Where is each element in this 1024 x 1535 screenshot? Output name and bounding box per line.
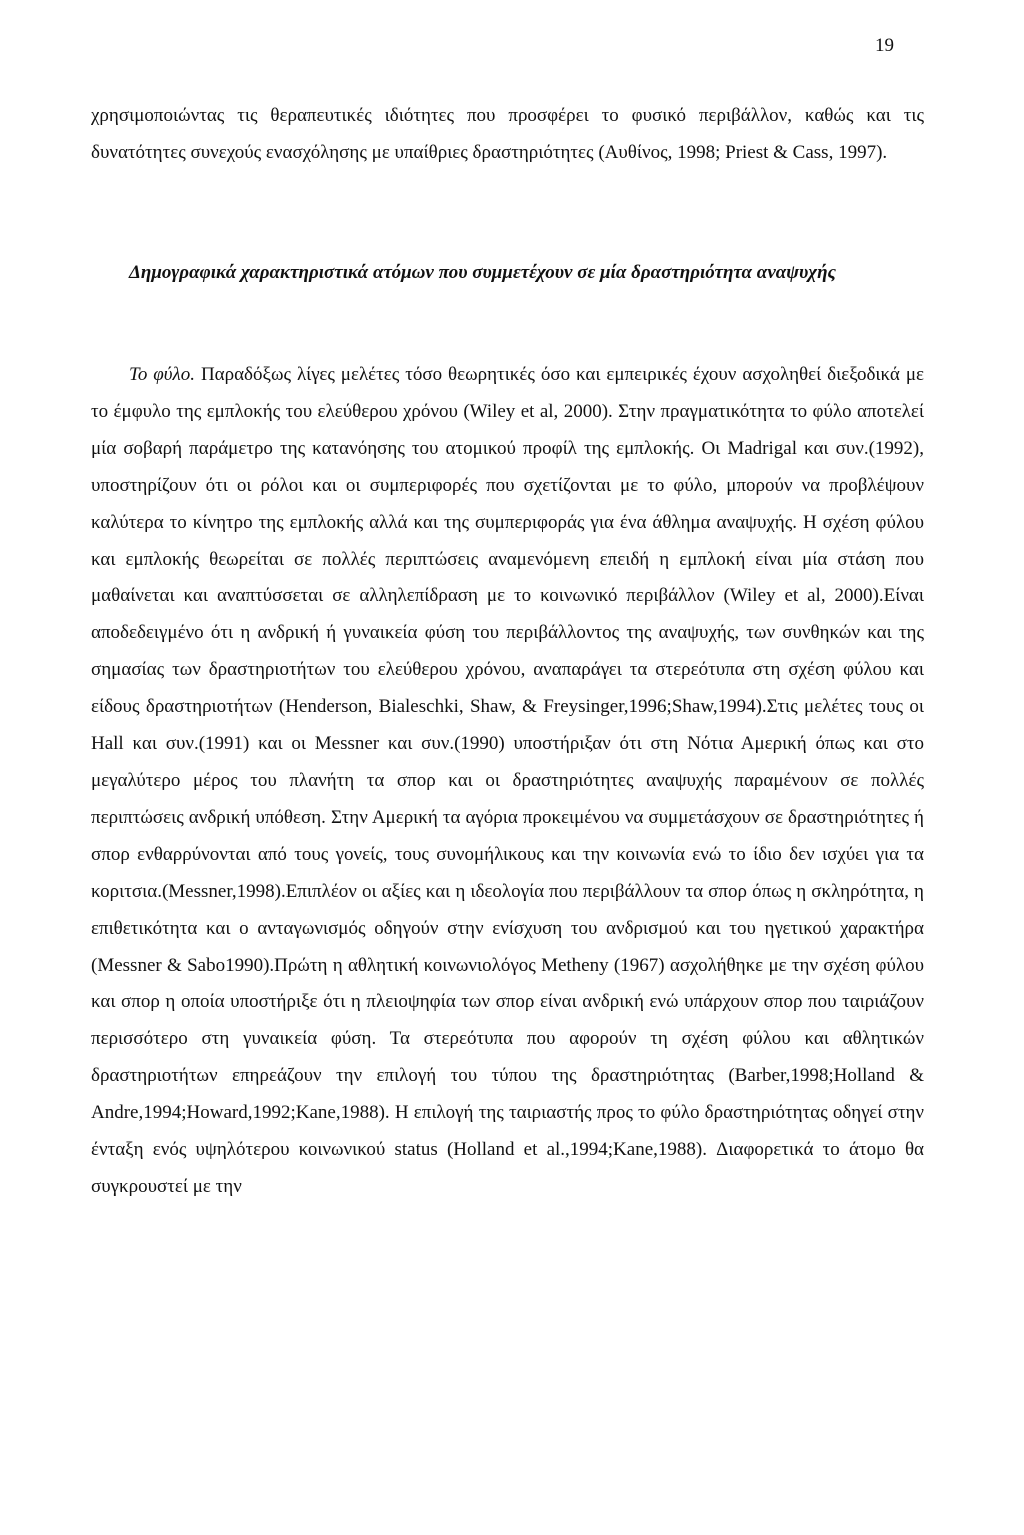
intro-paragraph: χρησιμοποιώντας τις θεραπευτικές ιδιότητες που προσφέρει το φυσικό περιβάλλον, καθώς και τις δυνατότητες συνεχούς ενασχόλησης με υπαίθριες δραστηριότητες (Αυθίνος, 1998; Priest & Cass, 1997).: [91, 105, 924, 163]
section-heading: [91, 255, 924, 292]
paragraph-text: Παραδόξως λίγες μελέτες τόσο θεωρητικές όσο και εμπειρικές έχουν ασχοληθεί διεξοδικά με το έμφυλο της εμπλοκής του ελεύθερου χρόνου (Wiley et al, 2000). Στην πραγματικότητα το φύλο αποτελεί μία σοβαρή παράμετρο της κατανόησης του ατομικού προφίλ της εμπλοκής. Οι Madrigal και συν.(1992), υποστηρίζουν ότι οι ρόλοι και οι συμπεριφορές που σχετίζονται με το φύλο, μπορούν να προβλέψουν καλύτερα το κίνητρο της εμπλοκής αλλά και της συμπεριφοράς για ένα άθλημα αναψυχής. Η σχέση φύλου και εμπλοκής θεωρείται σε πολλές περιπτώσεις αναμενόμενη επειδή η εμπλοκή είναι μία στάση που μαθαίνεται και αναπτύσσεται σε αλληλεπίδραση με το κοινωνικό περιβάλλον (Wiley et al, 2000).Είναι αποδεδειγμένο ότι η ανδρική ή γυναικεία φύση του περιβάλλοντος της αναψυχής, των συνθηκών και της σημασίας των δραστηριοτήτων του ελεύθερου χρόνου, αναπαράγει τα στερεότυπα στη σχέση φύλου και είδους δραστηριοτήτων (Henderson, Bialeschki, Shaw, & Freysinger,1996;Shaw,1994).Στις μελέτες τους οι Hall και συν.(1991) και οι Messner και συν.(1990) υποστήριξαν ότι στη Νότια Αμερική όπως και στο μεγαλύτερο μέρος του πλανήτη τα σπορ και οι δραστηριότητες αναψυχής παραμένουν σε πολλές περιπτώσεις ανδρική υπόθεση. Στην Αμερική τα αγόρια προκειμένου να συμμετάσχουν σε δραστηριότητες ή σπορ ενθαρρύνονται από τους γονείς, τους συνομήλικους και την κοινωνία ενώ το ίδιο δεν ισχύει για τα κοριτσια.(Messner,1998).Επιπλέον οι αξίες και η ιδεολογία που περιβάλλουν τα σπορ όπως η σκληρότητα, η επιθετικότητα και ο ανταγωνισμός οδηγούν στην ενίσχυση του ανδρισμού και του ηγετικού χαρακτήρα (Messner & Sabo1990).Πρώτη η αθλητική κοινωνιολόγος Metheny (1967) ασχολήθηκε με την σχέση φύλου και σπορ η οποία υποστήριξε ότι η πλειοψηφία των σπορ είναι ανδρική ενώ υπάρχουν σπορ που ταιριάζουν περισσότερο στη γυναικεία φύση. Τα στερεότυπα που αφορούν τη σχέση φύλου και αθλητικών δραστηριοτήτων επηρεάζουν την επιλογή του τύπου της δραστηριότητας (Barber,1998;Holland & Andre,1994;Howard,1992;Kane,1988). Η επιλογή της ταιριαστής προς το φύλο δραστηριότητας οδηγεί στην ένταξη ενός υψηλότερου κοινωνικού status (Holland et al.,1994;Kane,1988). Διαφορετικά το άτομο θα συγκρουστεί με την: [91, 364, 924, 1197]
paragraph-subheading: Το φύλο.: [129, 364, 195, 385]
section-heading-text: Δημογραφικά χαρακτηριστικά ατόμων που συμμετέχουν σε μία δραστηριότητα αναψυχής: [129, 262, 836, 283]
body-paragraph: [91, 357, 924, 1206]
page-number: 19: [875, 35, 894, 56]
